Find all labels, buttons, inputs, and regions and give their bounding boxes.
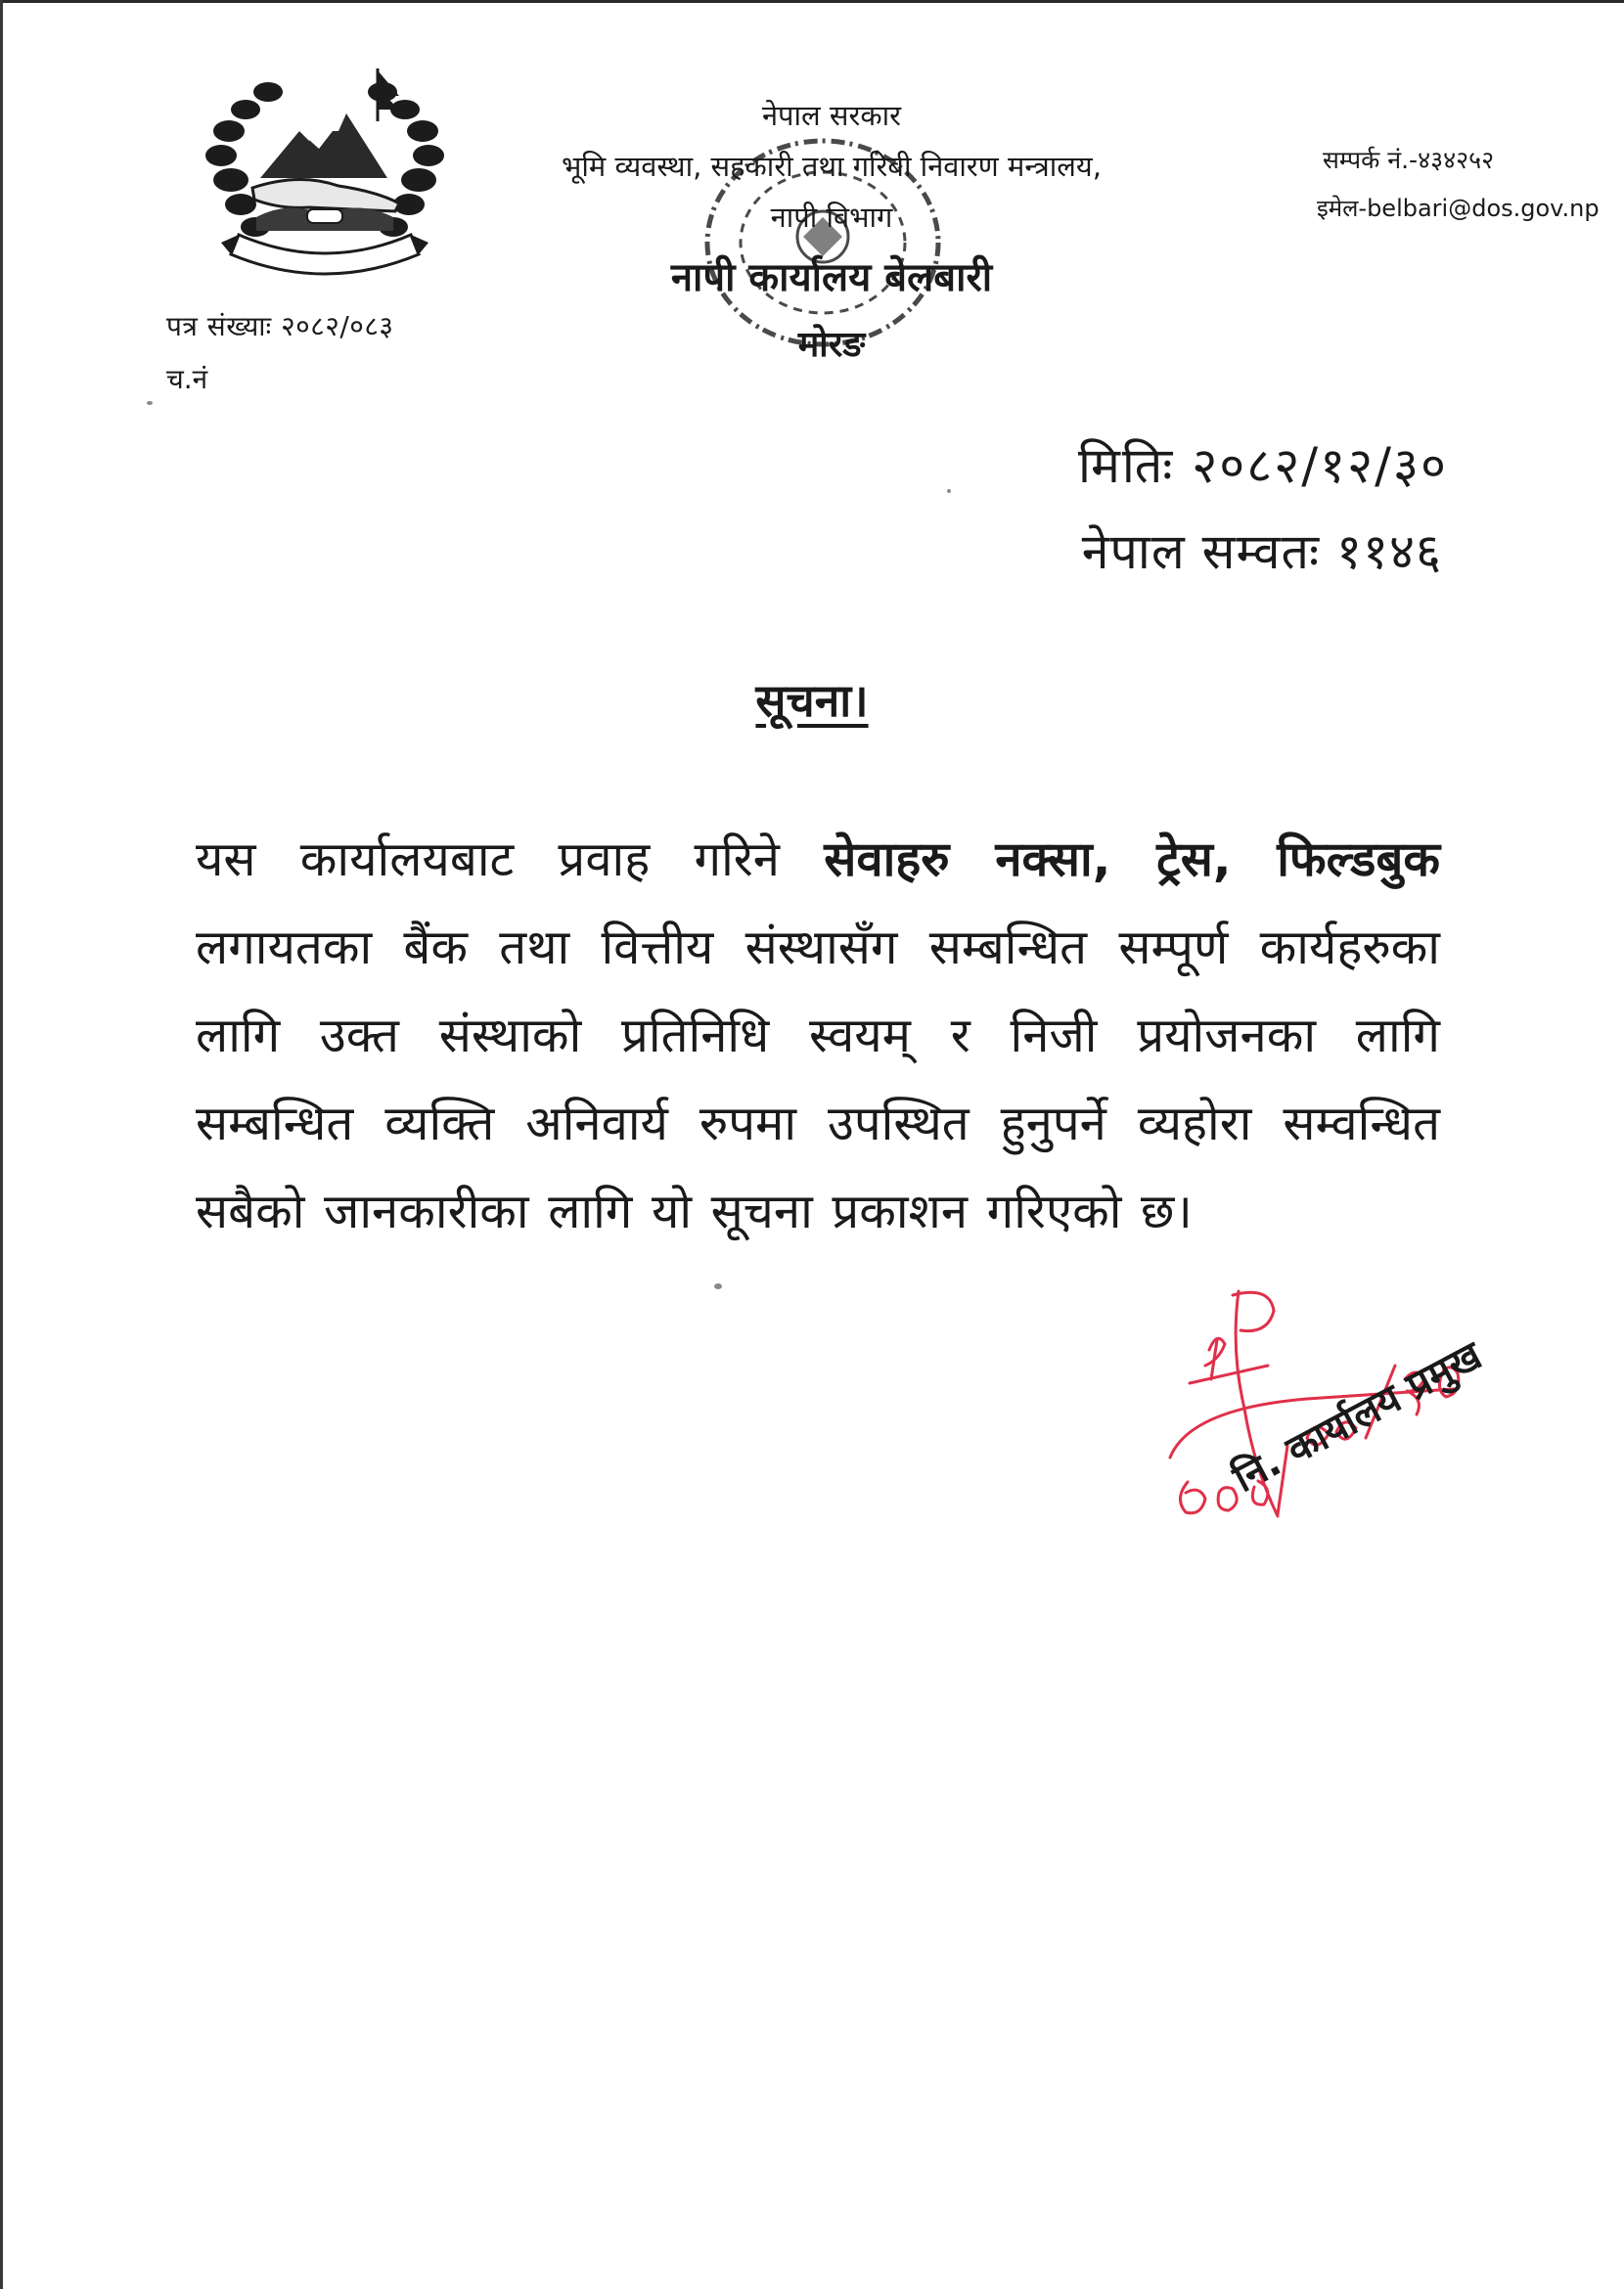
notice-body-services: सेवाहरु नक्सा, ट्रेस, फिल्डबुक <box>824 831 1440 887</box>
dispatch-number: च.नं <box>166 363 208 395</box>
office-name: नापी कार्यालय बेलबारी <box>670 255 993 300</box>
scan-speck <box>947 489 951 493</box>
signatory-title: नि. कार्यालय प्रमुख <box>1226 1332 1490 1502</box>
scan-edge <box>0 0 3 2289</box>
scan-speck <box>147 401 153 405</box>
government-name: नेपाल सरकार <box>761 99 902 132</box>
contact-phone: सम्पर्क नं.-४३४२५२ <box>1323 146 1495 174</box>
letter-number: पत्र संख्याः २०८२/०८३ <box>166 310 394 342</box>
district-name: मोरङ <box>797 325 866 365</box>
department-name: नापी विभाग <box>770 201 893 234</box>
contact-email: इमेल-belbari@dos.gov.np <box>1317 195 1600 222</box>
notice-title-text: सूचना। <box>755 674 869 727</box>
notice-title <box>714 669 910 730</box>
notice-date: मितिः २०८२/१२/३० <box>1078 437 1448 494</box>
nepal-samvat-year: नेपाल सम्वतः ११४६ <box>1081 523 1442 580</box>
notice-body-text: यस कार्यालयबाट प्रवाह गरिने <box>196 831 825 887</box>
notice-body <box>196 816 1440 1256</box>
coat-of-arms-icon <box>192 63 458 293</box>
notice-body-text: लगायतका बैंक तथा वित्तीय संस्थासँग सम्बन्धित सम्पूर्ण कार्यहरुका लागि उक्त संस्थाको प्रतिनिधि स्वयम् र निजी प्रयोजनका लागि सम्बन्धित व्यक्ति अनिवार्य रुपमा उपस्थित हुनुपर्ने व्यहोरा सम्वन्धित सबैको जानकारीका लागि यो सूचना प्रकाशन गरिएको छ। <box>196 920 1440 1239</box>
ministry-name: भूमि व्यवस्था, सहकारी तथा गरिबी निवारण मन्त्रालय, <box>562 150 1102 183</box>
scan-speck <box>714 1283 722 1289</box>
scan-edge <box>0 0 1624 3</box>
